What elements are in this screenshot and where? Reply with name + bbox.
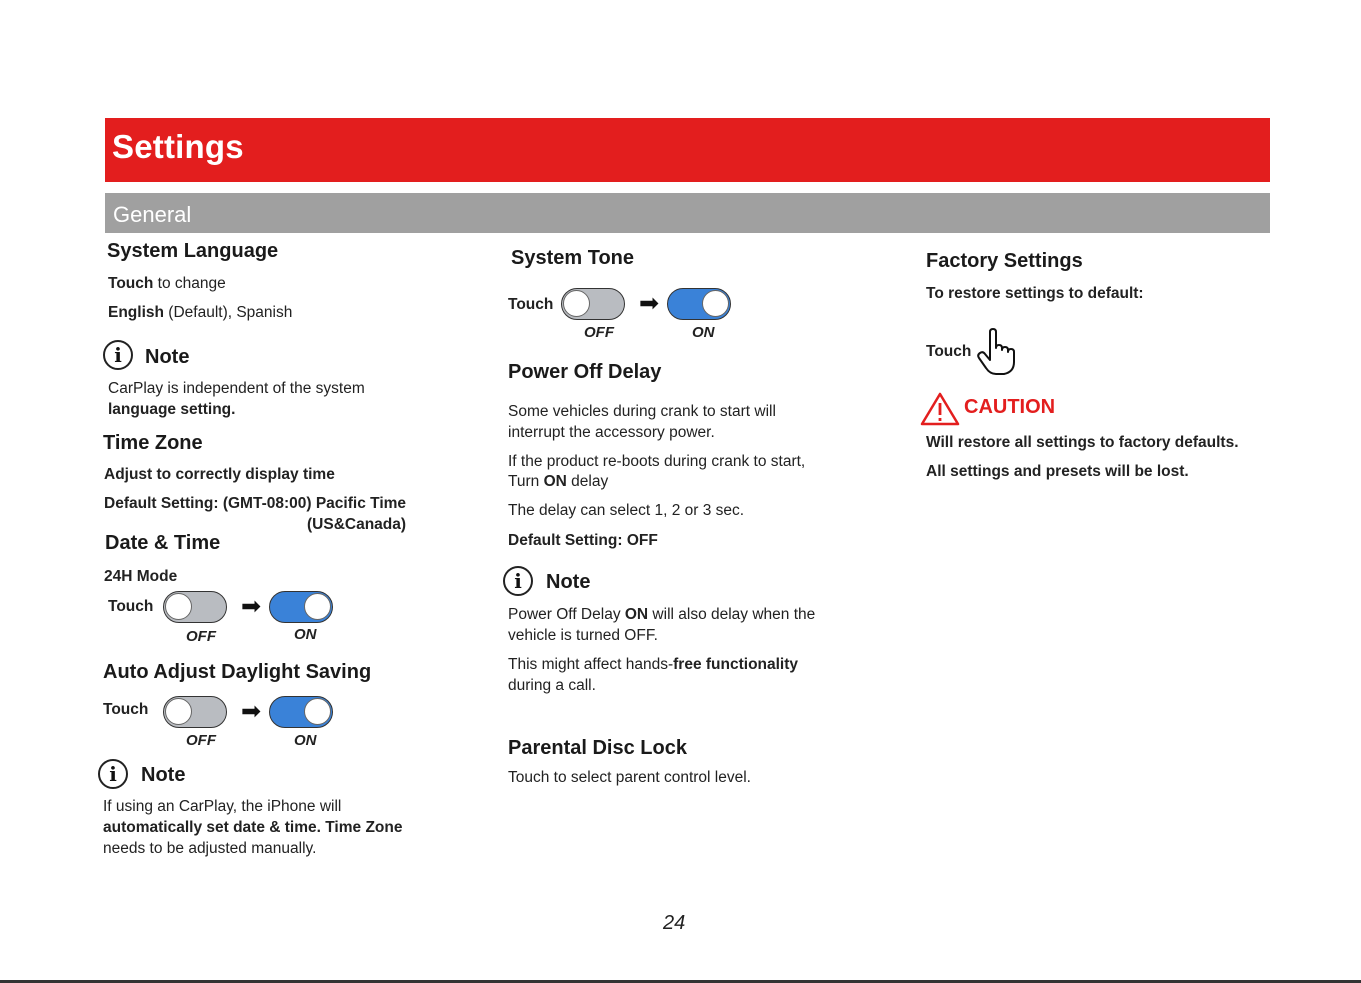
note-text: during a call. bbox=[508, 677, 596, 694]
note-text: vehicle is turned OFF. bbox=[508, 627, 658, 644]
caution-text: All settings and presets will be lost. bbox=[926, 463, 1189, 480]
daylight-toggle-off[interactable] bbox=[163, 696, 227, 728]
touch-label: Touch bbox=[926, 343, 972, 360]
24h-mode-toggle-on[interactable] bbox=[269, 591, 333, 623]
language-touch-text: Touch to change bbox=[108, 275, 226, 292]
power-off-delay-text: The delay can select 1, 2 or 3 sec. bbox=[508, 502, 745, 519]
note-text: Power Off Delay ON will also delay when the bbox=[508, 606, 816, 623]
toggle-knob bbox=[304, 593, 331, 620]
right-arrow-icon: ➡ bbox=[241, 593, 262, 620]
parental-disc-lock-text: Touch to select parent control level. bbox=[508, 769, 751, 786]
note-text: language setting. bbox=[108, 401, 236, 418]
pointing-hand-icon[interactable] bbox=[976, 328, 1016, 376]
system-language-heading: System Language bbox=[107, 240, 279, 262]
power-off-delay-heading: Power Off Delay bbox=[508, 361, 662, 383]
page-number: 24 bbox=[663, 912, 686, 934]
note-text: automatically set date & time. Time Zone bbox=[103, 819, 403, 836]
power-off-delay-text: If the product re-boots during crank to start, bbox=[508, 453, 806, 470]
info-circle-icon: i bbox=[503, 566, 533, 596]
toggle-knob bbox=[702, 290, 729, 317]
time-zone-text: Adjust to correctly display time bbox=[104, 466, 335, 483]
time-zone-default: Default Setting: (GMT-08:00) Pacific Time bbox=[104, 495, 407, 512]
touch-label: Touch bbox=[508, 296, 554, 313]
note-label: Note bbox=[141, 764, 186, 786]
note-text: needs to be adjusted manually. bbox=[103, 840, 317, 857]
section-title: General bbox=[113, 202, 192, 227]
touch-label: Touch bbox=[108, 598, 154, 615]
note-label: Note bbox=[546, 571, 591, 593]
system-tone-toggle-off[interactable] bbox=[561, 288, 625, 320]
toggle-knob bbox=[304, 698, 331, 725]
right-arrow-icon: ➡ bbox=[639, 290, 660, 317]
factory-settings-text: To restore settings to default: bbox=[926, 285, 1144, 302]
date-time-heading: Date & Time bbox=[105, 532, 221, 554]
power-off-delay-text: Some vehicles during crank to start will bbox=[508, 403, 776, 420]
right-arrow-icon: ➡ bbox=[241, 698, 262, 725]
touch-label: Touch bbox=[103, 701, 149, 718]
power-off-delay-text: interrupt the accessory power. bbox=[508, 424, 715, 441]
info-circle-icon: i bbox=[98, 759, 128, 789]
note-text: This might affect hands-free functionality bbox=[508, 656, 799, 673]
factory-settings-heading: Factory Settings bbox=[926, 250, 1083, 272]
page-title: Settings bbox=[112, 128, 244, 165]
caution-text: Will restore all settings to factory defaults. bbox=[926, 434, 1239, 451]
24h-mode-toggle-off[interactable] bbox=[163, 591, 227, 623]
section-bar bbox=[105, 193, 1270, 233]
note-text: If using an CarPlay, the iPhone will bbox=[103, 798, 342, 815]
warning-triangle-icon bbox=[920, 392, 960, 426]
time-zone-heading: Time Zone bbox=[103, 432, 203, 454]
toggle-knob bbox=[563, 290, 590, 317]
system-tone-heading: System Tone bbox=[511, 247, 634, 269]
system-tone-toggle-on[interactable] bbox=[667, 288, 731, 320]
auto-adjust-daylight-heading: Auto Adjust Daylight Saving bbox=[103, 661, 372, 683]
language-options-text: English (Default), Spanish bbox=[108, 304, 293, 321]
caution-label: CAUTION bbox=[964, 396, 1056, 418]
page-title-bar bbox=[105, 118, 1270, 182]
daylight-toggle-on[interactable] bbox=[269, 696, 333, 728]
info-circle-icon: i bbox=[103, 340, 133, 370]
toggle-off-label: OFF bbox=[186, 732, 216, 749]
toggle-on-label: ON bbox=[294, 732, 317, 749]
power-off-delay-default: Default Setting: OFF bbox=[508, 532, 658, 549]
time-zone-default-region: (US&Canada) bbox=[307, 516, 407, 533]
24h-mode-label: 24H Mode bbox=[104, 568, 178, 585]
toggle-off-label: OFF bbox=[186, 628, 216, 645]
note-label: Note bbox=[145, 346, 190, 368]
toggle-on-label: ON bbox=[294, 626, 317, 643]
toggle-knob bbox=[165, 593, 192, 620]
note-text: CarPlay is independent of the system bbox=[108, 380, 365, 397]
power-off-delay-text: Turn ON delay bbox=[508, 473, 609, 490]
toggle-on-label: ON bbox=[692, 324, 715, 341]
toggle-knob bbox=[165, 698, 192, 725]
parental-disc-lock-heading: Parental Disc Lock bbox=[508, 737, 687, 759]
toggle-off-label: OFF bbox=[584, 324, 614, 341]
